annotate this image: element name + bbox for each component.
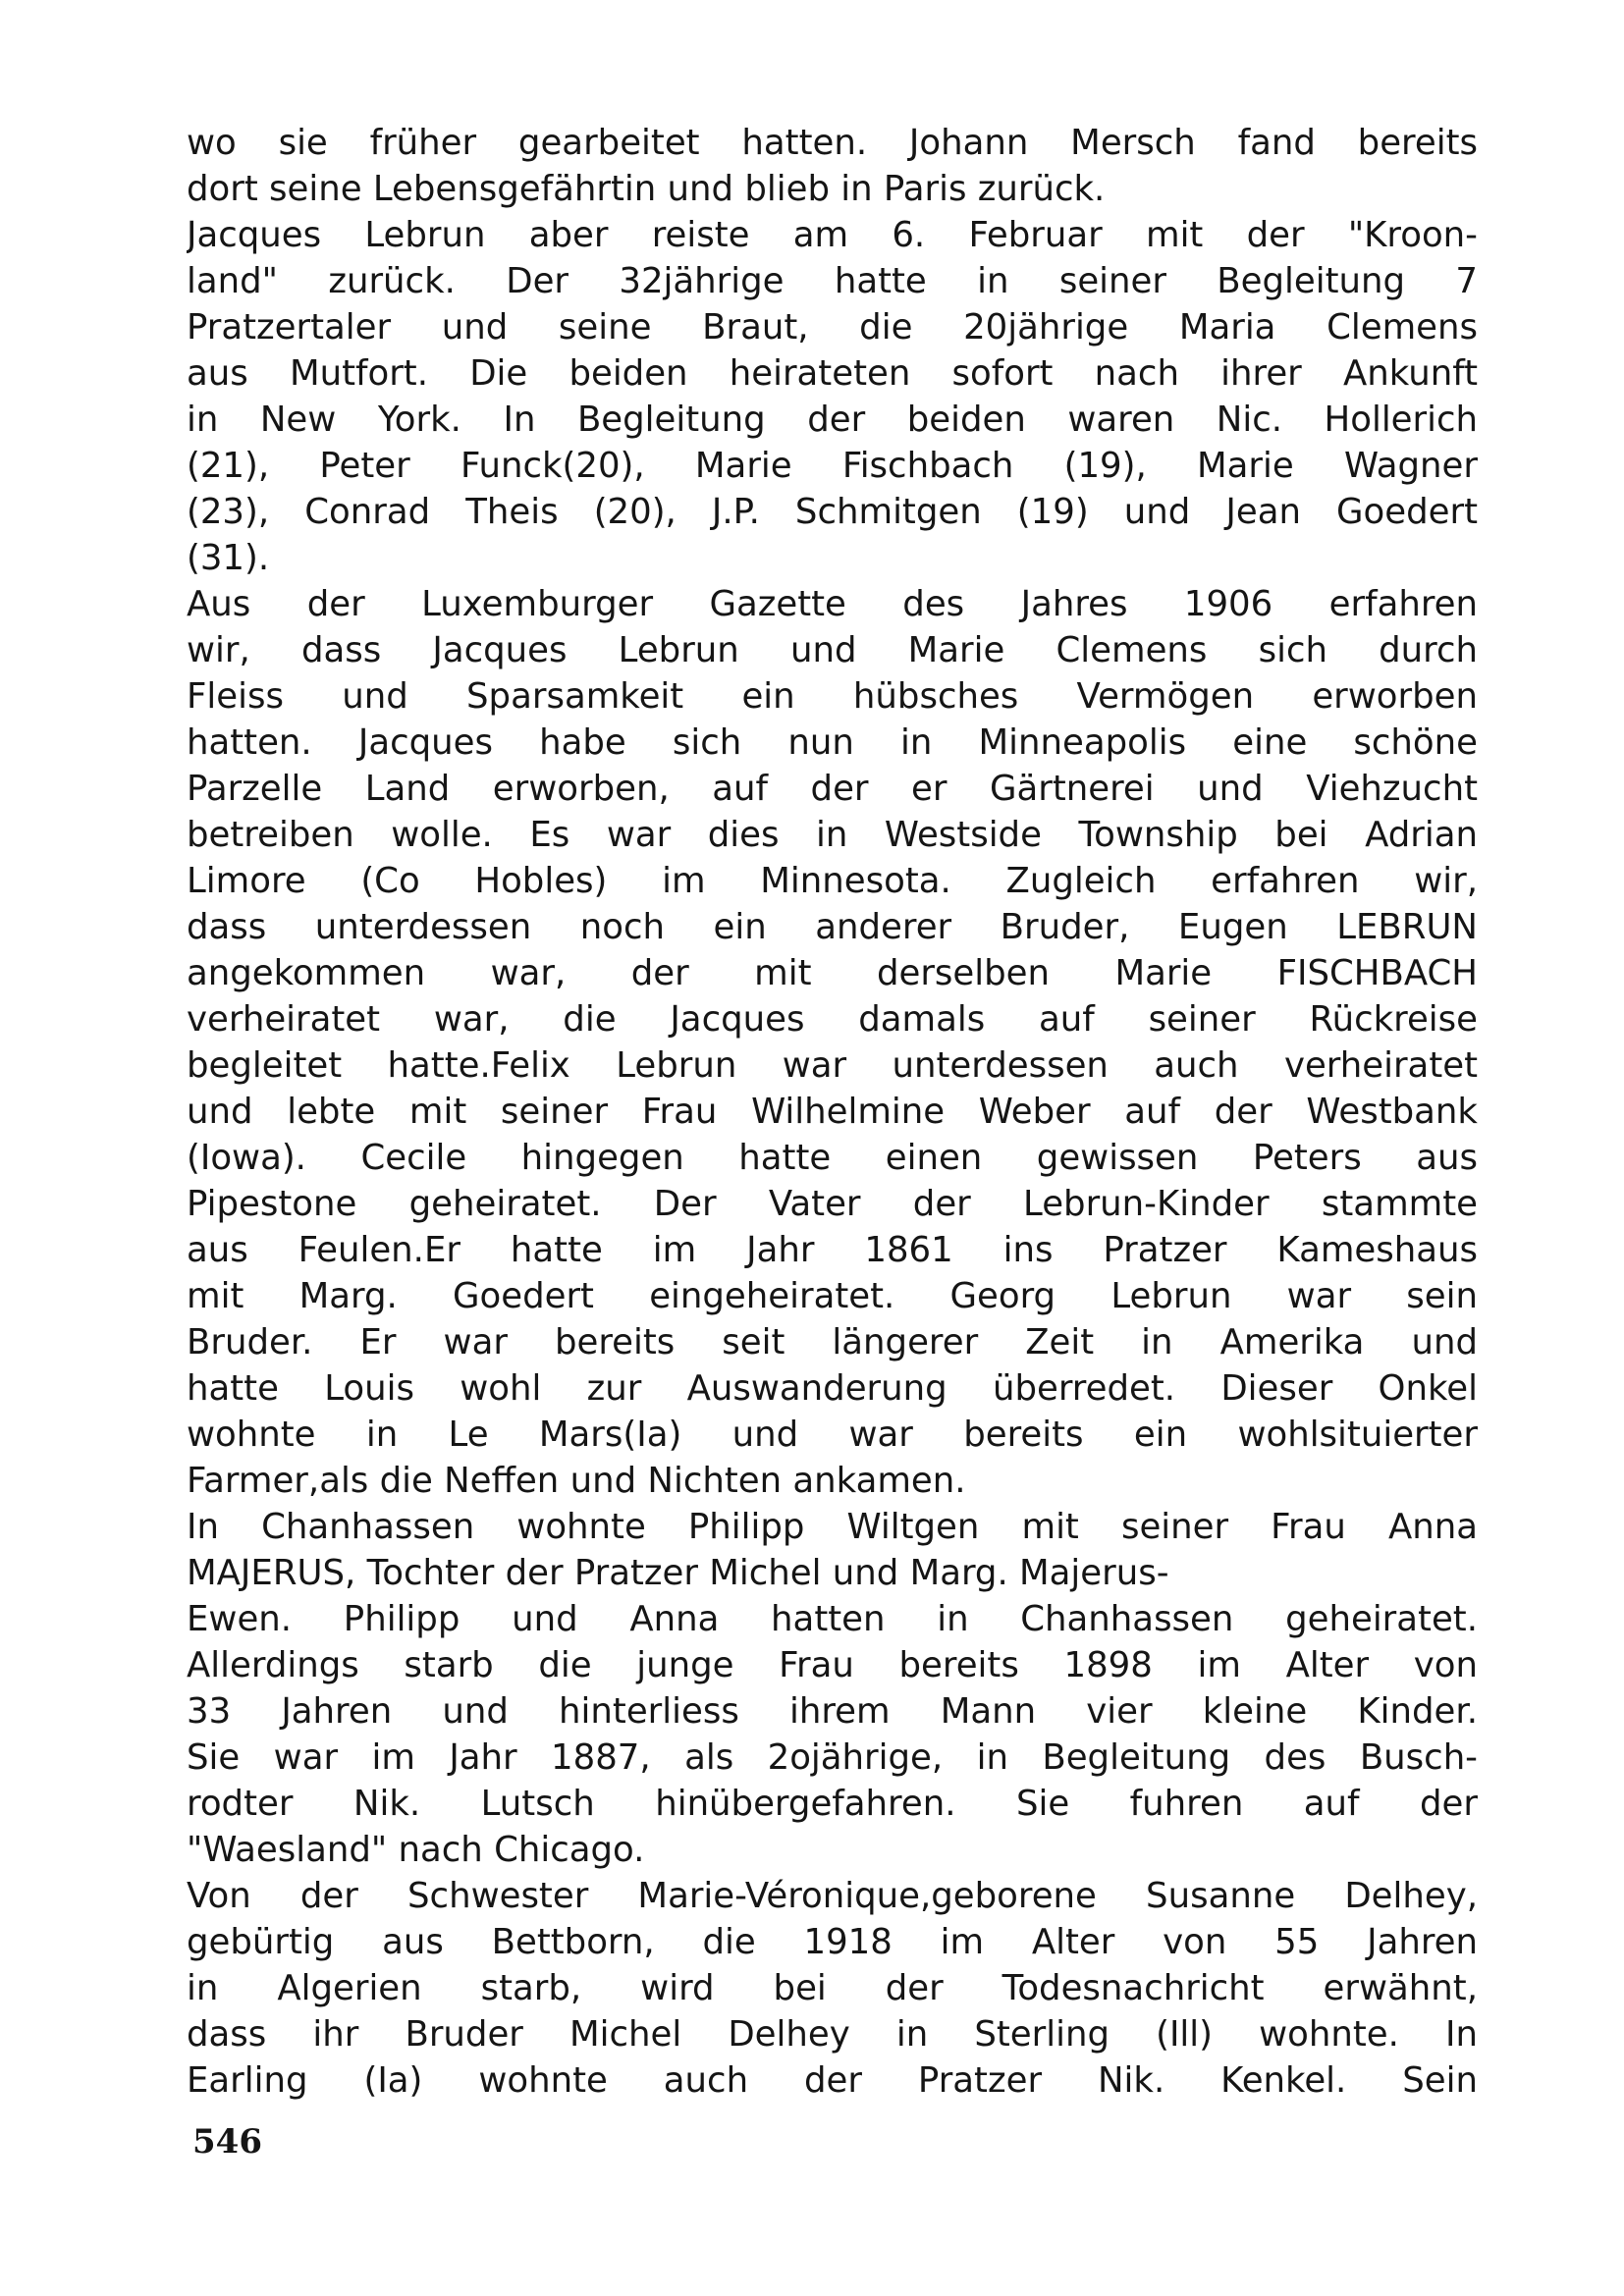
text-line: dass ihr Bruder Michel Delhey in Sterling (Ill) wohnte. In xyxy=(187,2014,1478,2055)
text-line: Pratzertaler und seine Braut, die 20jährige Maria Clemens xyxy=(187,307,1478,347)
text-line: in Algerien starb, wird bei der Todesnachricht erwähnt, xyxy=(187,1968,1478,2008)
text-line: hatten. Jacques habe sich nun in Minneapolis eine schöne xyxy=(187,722,1478,763)
text-line: mit Marg. Goedert eingeheiratet. Georg Lebrun war sein xyxy=(187,1276,1478,1316)
text-line: Bruder. Er war bereits seit längerer Zeit in Amerika und xyxy=(187,1322,1478,1362)
text-line: Earling (Ia) wohnte auch der Pratzer Nik. Kenkel. Sein xyxy=(187,2060,1478,2101)
text-line: wo sie früher gearbeitet hatten. Johann Mersch fand bereits xyxy=(187,123,1478,163)
text-line: (21), Peter Funck(20), Marie Fischbach (19), Marie Wagner xyxy=(187,446,1478,486)
text-line: (31). xyxy=(187,538,270,578)
text-line: Aus der Luxemburger Gazette des Jahres 1906 erfahren xyxy=(187,584,1478,624)
text-line: verheiratet war, die Jacques damals auf seiner Rückreise xyxy=(187,999,1478,1040)
page-number: 546 xyxy=(192,2122,262,2162)
text-line: begleitet hatte.Felix Lebrun war unterdessen auch verheiratet xyxy=(187,1045,1478,1086)
text-line: dort seine Lebensgefährtin und blieb in Paris zurück. xyxy=(187,169,1106,209)
text-line: rodter Nik. Lutsch hinübergefahren. Sie fuhren auf der xyxy=(187,1784,1478,1824)
text-line: (23), Conrad Theis (20), J.P. Schmitgen (19) und Jean Goedert xyxy=(187,492,1478,532)
text-line: Jacques Lebrun aber reiste am 6. Februar mit der "Kroon- xyxy=(187,215,1478,255)
text-line: Von der Schwester Marie-Véronique,geborene Susanne Delhey, xyxy=(187,1876,1478,1916)
text-line: aus Mutfort. Die beiden heirateten sofort nach ihrer Ankunft xyxy=(187,353,1478,394)
text-line: Ewen. Philipp und Anna hatten in Chanhassen geheiratet. xyxy=(187,1599,1478,1639)
text-line: gebürtig aus Bettborn, die 1918 im Alter von 55 Jahren xyxy=(187,1922,1478,1962)
text-line: Sie war im Jahr 1887, als 2ojährige, in Begleitung des Busch- xyxy=(187,1737,1478,1778)
text-line: wohnte in Le Mars(Ia) und war bereits ein wohlsituierter xyxy=(187,1415,1478,1455)
text-line: (Iowa). Cecile hingegen hatte einen gewissen Peters aus xyxy=(187,1138,1478,1178)
text-line: Farmer,als die Neffen und Nichten ankamen. xyxy=(187,1461,966,1501)
text-line: betreiben wolle. Es war dies in Westside Township bei Adrian xyxy=(187,815,1478,855)
text-line: Parzelle Land erworben, auf der er Gärtnerei und Viehzucht xyxy=(187,769,1478,809)
text-line: Limore (Co Hobles) im Minnesota. Zugleich erfahren wir, xyxy=(187,861,1478,901)
text-line: aus Feulen.Er hatte im Jahr 1861 ins Pratzer Kameshaus xyxy=(187,1230,1478,1270)
text-line: MAJERUS, Tochter der Pratzer Michel und Marg. Majerus- xyxy=(187,1553,1169,1593)
text-line: hatte Louis wohl zur Auswanderung überredet. Dieser Onkel xyxy=(187,1368,1478,1409)
text-line: wir, dass Jacques Lebrun und Marie Clemens sich durch xyxy=(187,630,1478,670)
text-line: "Waesland" nach Chicago. xyxy=(187,1830,645,1870)
text-line: und lebte mit seiner Frau Wilhelmine Weber auf der Westbank xyxy=(187,1092,1478,1132)
text-line: Pipestone geheiratet. Der Vater der Lebrun-Kinder stammte xyxy=(187,1184,1478,1224)
text-line: dass unterdessen noch ein anderer Bruder, Eugen LEBRUN xyxy=(187,907,1478,947)
text-line: in New York. In Begleitung der beiden waren Nic. Hollerich xyxy=(187,400,1478,440)
text-line: land" zurück. Der 32jährige hatte in seiner Begleitung 7 xyxy=(187,261,1478,301)
text-line: angekommen war, der mit derselben Marie FISCHBACH xyxy=(187,953,1478,993)
text-line: In Chanhassen wohnte Philipp Wiltgen mit seiner Frau Anna xyxy=(187,1507,1478,1547)
text-line: Fleiss und Sparsamkeit ein hübsches Vermögen erworben xyxy=(187,676,1478,717)
text-line: Allerdings starb die junge Frau bereits 1898 im Alter von xyxy=(187,1645,1478,1685)
text-line: 33 Jahren und hinterliess ihrem Mann vier kleine Kinder. xyxy=(187,1691,1478,1732)
body-text xyxy=(187,120,1478,2104)
